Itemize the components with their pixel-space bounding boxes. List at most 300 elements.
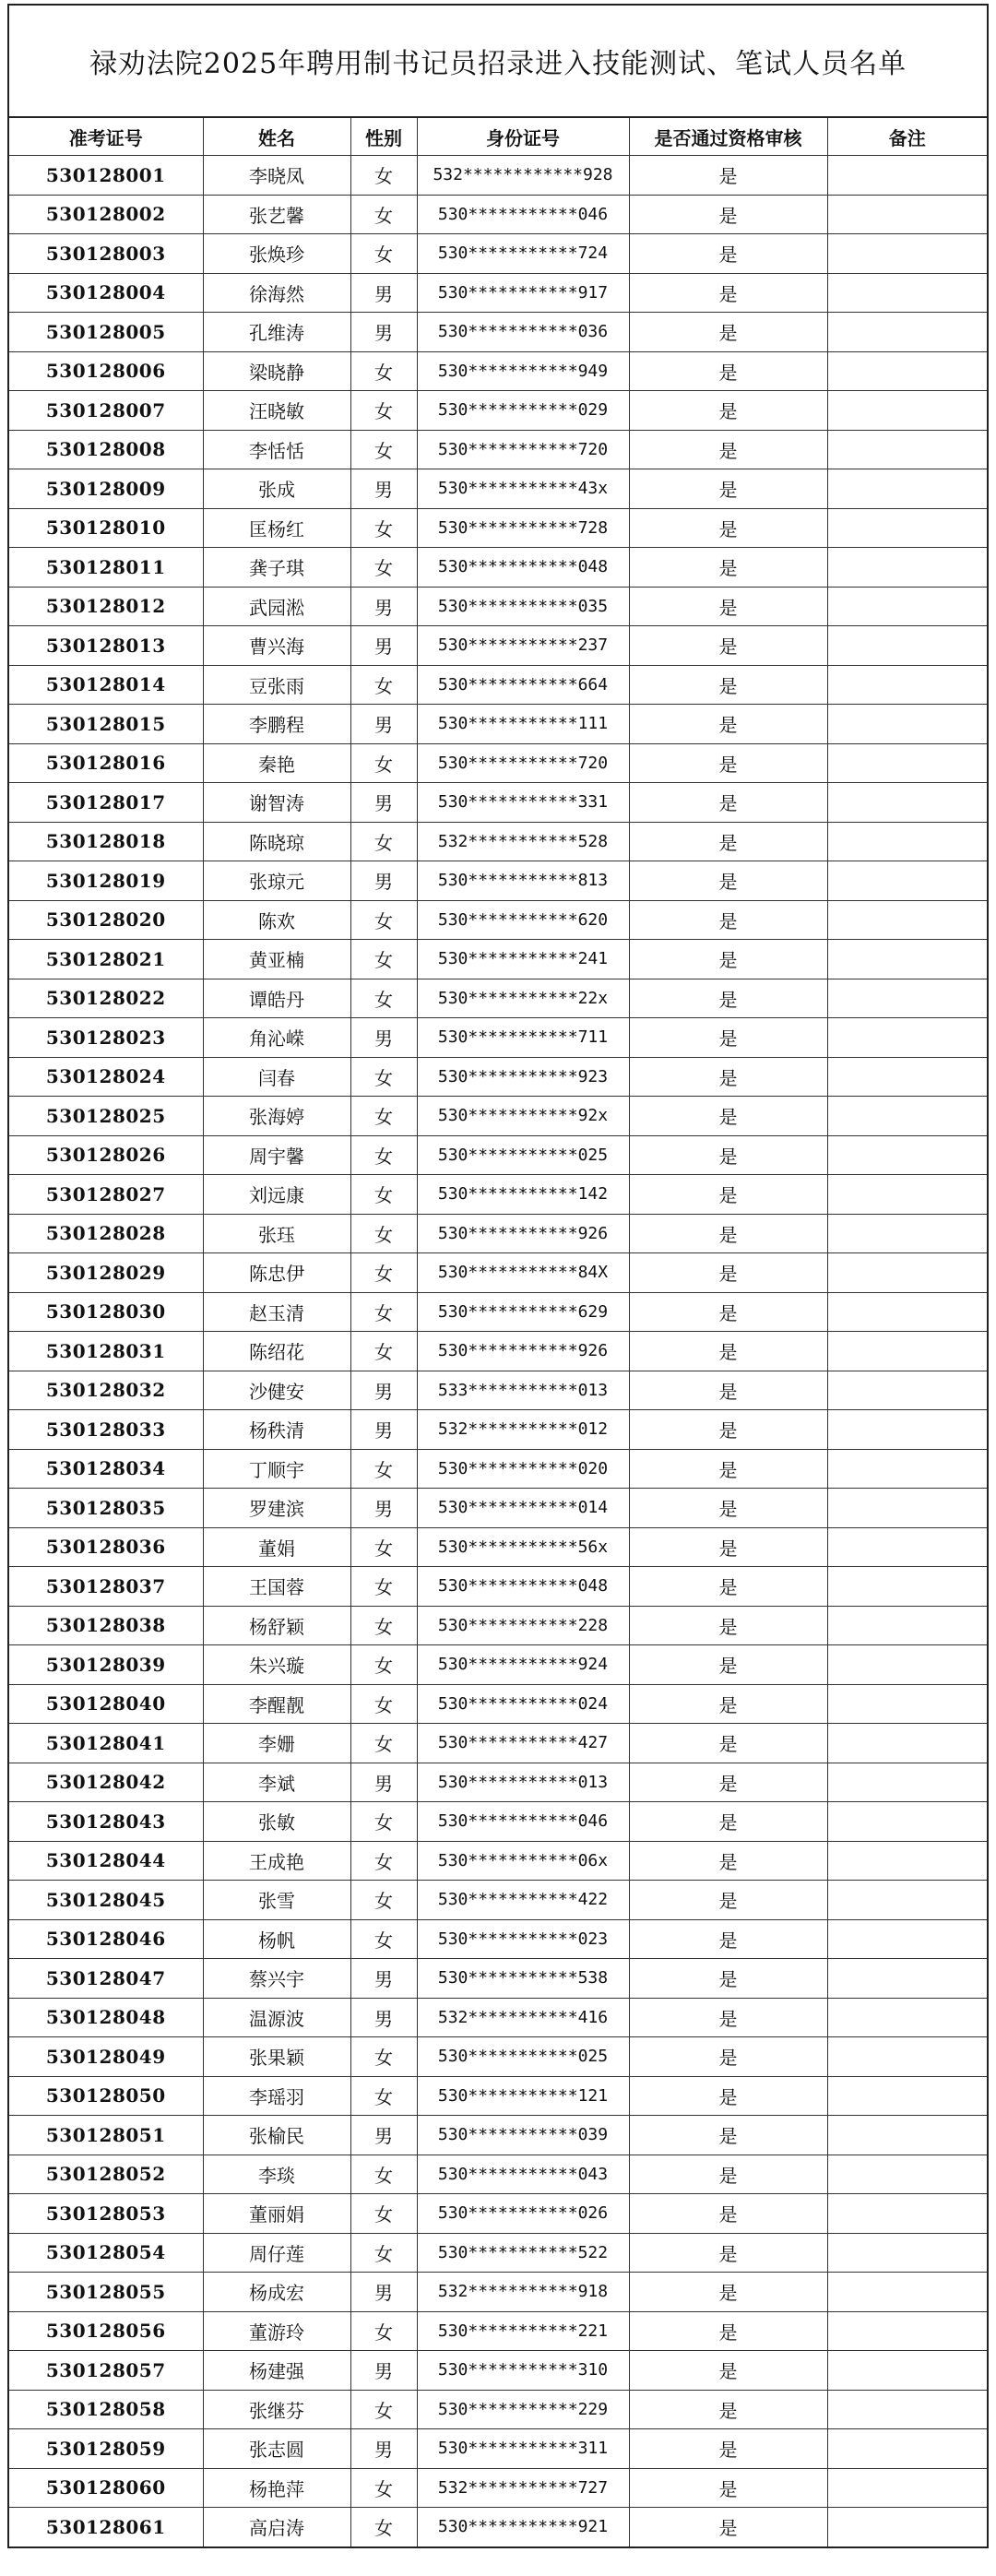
exam-number-cell: 530128061 <box>9 2508 203 2546</box>
name-cell: 张焕珍 <box>203 234 350 274</box>
id-card-cell: 530***********664 <box>417 665 629 705</box>
name-cell: 周宇馨 <box>203 1135 350 1175</box>
gender-cell: 男 <box>350 2273 417 2312</box>
qualification-cell: 是 <box>629 2233 827 2273</box>
name-cell: 角沁嵘 <box>203 1018 350 1058</box>
id-card-cell: 530***********025 <box>417 1135 629 1175</box>
qualification-cell: 是 <box>629 900 827 940</box>
table-row <box>9 1606 987 1645</box>
remarks-cell <box>827 1175 987 1215</box>
name-cell: 杨帆 <box>203 1919 350 1959</box>
id-card-cell: 530***********620 <box>417 900 629 940</box>
remarks-cell <box>827 940 987 979</box>
gender-cell: 女 <box>350 1841 417 1881</box>
name-cell: 张果颖 <box>203 2037 350 2077</box>
id-card-cell: 530***********538 <box>417 1959 629 1999</box>
remarks-cell <box>827 979 987 1018</box>
gender-cell: 男 <box>350 587 417 626</box>
remarks-cell <box>827 2351 987 2391</box>
name-cell: 汪晓敏 <box>203 391 350 431</box>
name-cell: 沙健安 <box>203 1371 350 1410</box>
table-row <box>9 156 987 196</box>
exam-number-cell: 530128008 <box>9 430 203 469</box>
exam-number-cell: 530128007 <box>9 391 203 431</box>
remarks-cell <box>827 430 987 469</box>
remarks-cell <box>827 1763 987 1802</box>
exam-number-cell: 530128015 <box>9 705 203 744</box>
gender-cell: 女 <box>350 1292 417 1332</box>
id-card-cell: 532***********528 <box>417 822 629 861</box>
qualification-cell: 是 <box>629 2194 827 2234</box>
remarks-cell <box>827 2076 987 2116</box>
id-card-cell: 530***********926 <box>417 1332 629 1371</box>
table-row <box>9 743 987 783</box>
gender-cell: 女 <box>350 2390 417 2429</box>
gender-cell: 女 <box>350 391 417 431</box>
table-row <box>9 1489 987 1528</box>
exam-number-cell: 530128030 <box>9 1292 203 1332</box>
remarks-cell <box>827 1057 987 1097</box>
gender-cell: 女 <box>350 1175 417 1215</box>
qualification-cell: 是 <box>629 2155 827 2194</box>
exam-number-cell: 530128056 <box>9 2311 203 2351</box>
gender-cell: 女 <box>350 1919 417 1959</box>
id-card-cell: 532***********727 <box>417 2468 629 2508</box>
gender-cell: 男 <box>350 626 417 666</box>
remarks-cell <box>827 1959 987 1999</box>
exam-number-cell: 530128060 <box>9 2468 203 2508</box>
gender-cell: 男 <box>350 1998 417 2037</box>
gender-cell: 女 <box>350 1802 417 1842</box>
name-cell: 周仔莲 <box>203 2233 350 2273</box>
id-card-cell: 532***********918 <box>417 2273 629 2312</box>
gender-cell: 女 <box>350 1332 417 1371</box>
id-card-cell: 530***********22x <box>417 979 629 1018</box>
exam-number-cell: 530128003 <box>9 234 203 274</box>
table-row <box>9 1919 987 1959</box>
exam-number-cell: 530128037 <box>9 1567 203 1607</box>
name-cell: 李恬恬 <box>203 430 350 469</box>
remarks-cell <box>827 1489 987 1528</box>
table-row <box>9 2194 987 2234</box>
exam-number-cell: 530128033 <box>9 1410 203 1450</box>
name-cell: 武园淞 <box>203 587 350 626</box>
gender-cell: 男 <box>350 469 417 509</box>
table-row <box>9 2233 987 2273</box>
table-row <box>9 1449 987 1489</box>
gender-cell: 女 <box>350 508 417 548</box>
name-cell: 杨建强 <box>203 2351 350 2391</box>
id-card-cell: 530***********522 <box>417 2233 629 2273</box>
remarks-cell <box>827 1606 987 1645</box>
qualification-cell: 是 <box>629 430 827 469</box>
name-cell: 匡杨红 <box>203 508 350 548</box>
remarks-cell <box>827 1802 987 1842</box>
remarks-cell <box>827 1527 987 1567</box>
qualification-cell: 是 <box>629 2273 827 2312</box>
remarks-cell <box>827 2429 987 2469</box>
qualification-cell: 是 <box>629 1841 827 1881</box>
id-card-cell: 530***********048 <box>417 548 629 588</box>
qualification-cell: 是 <box>629 1489 827 1528</box>
exam-number-cell: 530128001 <box>9 156 203 196</box>
table-row <box>9 1410 987 1450</box>
qualification-cell: 是 <box>629 1018 827 1058</box>
document-page <box>7 4 989 2548</box>
table-row <box>9 2116 987 2155</box>
exam-number-cell: 530128043 <box>9 1802 203 1842</box>
gender-cell: 女 <box>350 822 417 861</box>
header-id-card: 身份证号 <box>417 118 629 156</box>
exam-number-cell: 530128009 <box>9 469 203 509</box>
id-card-cell: 530***********048 <box>417 1567 629 1607</box>
id-card-cell: 530***********121 <box>417 2076 629 2116</box>
qualification-cell: 是 <box>629 2311 827 2351</box>
gender-cell: 男 <box>350 2116 417 2155</box>
remarks-cell <box>827 1097 987 1136</box>
table-row <box>9 1527 987 1567</box>
id-card-cell: 530***********926 <box>417 1214 629 1253</box>
exam-number-cell: 530128039 <box>9 1645 203 1685</box>
table-row <box>9 1097 987 1136</box>
name-cell: 李斌 <box>203 1763 350 1802</box>
qualification-cell: 是 <box>629 391 827 431</box>
id-card-cell: 530***********92x <box>417 1097 629 1136</box>
name-cell: 王成艳 <box>203 1841 350 1881</box>
qualification-cell: 是 <box>629 1998 827 2037</box>
exam-number-cell: 530128010 <box>9 508 203 548</box>
exam-number-cell: 530128023 <box>9 1018 203 1058</box>
exam-number-cell: 530128005 <box>9 313 203 352</box>
remarks-cell <box>827 1410 987 1450</box>
table-row <box>9 2508 987 2546</box>
name-cell: 李瑶羽 <box>203 2076 350 2116</box>
gender-cell: 男 <box>350 1489 417 1528</box>
gender-cell: 女 <box>350 2037 417 2077</box>
remarks-cell <box>827 1724 987 1763</box>
exam-number-cell: 530128004 <box>9 273 203 313</box>
exam-number-cell: 530128045 <box>9 1881 203 1920</box>
name-cell: 孔维涛 <box>203 313 350 352</box>
exam-number-cell: 530128041 <box>9 1724 203 1763</box>
exam-number-cell: 530128018 <box>9 822 203 861</box>
gender-cell: 女 <box>350 234 417 274</box>
name-cell: 高启涛 <box>203 2508 350 2546</box>
table-row <box>9 234 987 274</box>
remarks-cell <box>827 587 987 626</box>
qualification-cell: 是 <box>629 626 827 666</box>
qualification-cell: 是 <box>629 2468 827 2508</box>
remarks-cell <box>827 1371 987 1410</box>
table-row <box>9 1645 987 1685</box>
exam-number-cell: 530128046 <box>9 1919 203 1959</box>
remarks-cell <box>827 1449 987 1489</box>
table-row <box>9 1724 987 1763</box>
id-card-cell: 530***********020 <box>417 1449 629 1489</box>
table-row <box>9 2468 987 2508</box>
name-cell: 张珏 <box>203 1214 350 1253</box>
qualification-cell: 是 <box>629 1567 827 1607</box>
remarks-cell <box>827 1645 987 1685</box>
gender-cell: 男 <box>350 1410 417 1450</box>
id-card-cell: 530***********039 <box>417 2116 629 2155</box>
remarks-cell <box>827 273 987 313</box>
gender-cell: 男 <box>350 1763 417 1802</box>
table-row <box>9 2311 987 2351</box>
exam-number-cell: 530128025 <box>9 1097 203 1136</box>
table-row <box>9 665 987 705</box>
table-row <box>9 391 987 431</box>
gender-cell: 女 <box>350 940 417 979</box>
name-cell: 张雪 <box>203 1881 350 1920</box>
id-card-cell: 530***********711 <box>417 1018 629 1058</box>
qualification-cell: 是 <box>629 1606 827 1645</box>
id-card-cell: 530***********720 <box>417 430 629 469</box>
qualification-cell: 是 <box>629 1802 827 1842</box>
remarks-cell <box>827 783 987 823</box>
remarks-cell <box>827 1841 987 1881</box>
name-cell: 杨成宏 <box>203 2273 350 2312</box>
exam-number-cell: 530128055 <box>9 2273 203 2312</box>
qualification-cell: 是 <box>629 156 827 196</box>
id-card-cell: 530***********221 <box>417 2311 629 2351</box>
id-card-cell: 530***********228 <box>417 1606 629 1645</box>
gender-cell: 女 <box>350 2508 417 2546</box>
table-row <box>9 1214 987 1253</box>
qualification-cell: 是 <box>629 587 827 626</box>
exam-number-cell: 530128051 <box>9 2116 203 2155</box>
id-card-cell: 530***********728 <box>417 508 629 548</box>
id-card-cell: 530***********720 <box>417 743 629 783</box>
qualification-cell: 是 <box>629 2429 827 2469</box>
gender-cell: 男 <box>350 273 417 313</box>
name-cell: 张榆民 <box>203 2116 350 2155</box>
remarks-cell <box>827 508 987 548</box>
exam-number-cell: 530128036 <box>9 1527 203 1567</box>
remarks-cell <box>827 2311 987 2351</box>
gender-cell: 女 <box>350 1057 417 1097</box>
gender-cell: 女 <box>350 2233 417 2273</box>
id-card-cell: 530***********241 <box>417 940 629 979</box>
remarks-cell <box>827 900 987 940</box>
remarks-cell <box>827 1018 987 1058</box>
name-cell: 温源波 <box>203 1998 350 2037</box>
id-card-cell: 530***********111 <box>417 705 629 744</box>
gender-cell: 女 <box>350 351 417 391</box>
table-row <box>9 1057 987 1097</box>
remarks-cell <box>827 391 987 431</box>
gender-cell: 女 <box>350 900 417 940</box>
exam-number-cell: 530128019 <box>9 861 203 901</box>
name-cell: 张成 <box>203 469 350 509</box>
id-card-cell: 532************928 <box>417 156 629 196</box>
qualification-cell: 是 <box>629 1214 827 1253</box>
id-card-cell: 530***********629 <box>417 1292 629 1332</box>
id-card-cell: 530***********142 <box>417 1175 629 1215</box>
remarks-cell <box>827 626 987 666</box>
gender-cell: 女 <box>350 1253 417 1293</box>
id-card-cell: 530***********229 <box>417 2390 629 2429</box>
exam-number-cell: 530128026 <box>9 1135 203 1175</box>
id-card-cell: 532***********012 <box>417 1410 629 1450</box>
name-cell: 龚子琪 <box>203 548 350 588</box>
exam-number-cell: 530128002 <box>9 195 203 234</box>
remarks-cell <box>827 822 987 861</box>
exam-number-cell: 530128020 <box>9 900 203 940</box>
remarks-cell <box>827 1919 987 1959</box>
table-row <box>9 1881 987 1920</box>
remarks-cell <box>827 2194 987 2234</box>
name-cell: 王国蓉 <box>203 1567 350 1607</box>
gender-cell: 女 <box>350 430 417 469</box>
table-row <box>9 1959 987 1999</box>
name-cell: 谭皓丹 <box>203 979 350 1018</box>
name-cell: 曹兴海 <box>203 626 350 666</box>
gender-cell: 女 <box>350 979 417 1018</box>
gender-cell: 男 <box>350 2429 417 2469</box>
table-row <box>9 979 987 1018</box>
exam-number-cell: 530128058 <box>9 2390 203 2429</box>
table-body <box>9 156 987 2546</box>
exam-number-cell: 530128012 <box>9 587 203 626</box>
name-cell: 梁晓静 <box>203 351 350 391</box>
exam-number-cell: 530128011 <box>9 548 203 588</box>
table-row <box>9 861 987 901</box>
qualification-cell: 是 <box>629 1527 827 1567</box>
name-cell: 李姗 <box>203 1724 350 1763</box>
name-cell: 陈绍花 <box>203 1332 350 1371</box>
remarks-cell <box>827 351 987 391</box>
exam-number-cell: 530128017 <box>9 783 203 823</box>
exam-number-cell: 530128034 <box>9 1449 203 1489</box>
name-cell: 张继芬 <box>203 2390 350 2429</box>
gender-cell: 女 <box>350 1214 417 1253</box>
qualification-cell: 是 <box>629 1135 827 1175</box>
id-card-cell: 530***********023 <box>417 1919 629 1959</box>
remarks-cell <box>827 861 987 901</box>
header-gender: 性别 <box>350 118 417 156</box>
table-row <box>9 1135 987 1175</box>
remarks-cell <box>827 2390 987 2429</box>
exam-number-cell: 530128014 <box>9 665 203 705</box>
name-cell: 秦艳 <box>203 743 350 783</box>
qualification-cell: 是 <box>629 979 827 1018</box>
gender-cell: 女 <box>350 1567 417 1607</box>
table-row <box>9 2390 987 2429</box>
qualification-cell: 是 <box>629 861 827 901</box>
qualification-cell: 是 <box>629 2351 827 2391</box>
qualification-cell: 是 <box>629 195 827 234</box>
table-row <box>9 430 987 469</box>
qualification-cell: 是 <box>629 743 827 783</box>
gender-cell: 男 <box>350 705 417 744</box>
table-row <box>9 900 987 940</box>
remarks-cell <box>827 313 987 352</box>
gender-cell: 男 <box>350 313 417 352</box>
table-row <box>9 1332 987 1371</box>
id-card-cell: 530***********046 <box>417 1802 629 1842</box>
remarks-cell <box>827 2037 987 2077</box>
exam-number-cell: 530128053 <box>9 2194 203 2234</box>
table-row <box>9 1802 987 1842</box>
qualification-cell: 是 <box>629 469 827 509</box>
name-cell: 谢智涛 <box>203 783 350 823</box>
gender-cell: 女 <box>350 195 417 234</box>
name-cell: 张海婷 <box>203 1097 350 1136</box>
exam-number-cell: 530128016 <box>9 743 203 783</box>
qualification-cell: 是 <box>629 1175 827 1215</box>
table-row <box>9 273 987 313</box>
name-cell: 李晓凤 <box>203 156 350 196</box>
remarks-cell <box>827 1684 987 1724</box>
table-row <box>9 351 987 391</box>
table-row <box>9 1018 987 1058</box>
qualification-cell: 是 <box>629 1371 827 1410</box>
id-card-cell: 530***********06x <box>417 1841 629 1881</box>
remarks-cell <box>827 1332 987 1371</box>
qualification-cell: 是 <box>629 1881 827 1920</box>
remarks-cell <box>827 234 987 274</box>
name-cell: 刘远康 <box>203 1175 350 1215</box>
name-cell: 张艺馨 <box>203 195 350 234</box>
table-row <box>9 469 987 509</box>
qualification-cell: 是 <box>629 1057 827 1097</box>
table-row <box>9 508 987 548</box>
exam-number-cell: 530128031 <box>9 1332 203 1371</box>
remarks-cell <box>827 1253 987 1293</box>
qualification-cell: 是 <box>629 705 827 744</box>
exam-number-cell: 530128049 <box>9 2037 203 2077</box>
id-card-cell: 530***********949 <box>417 351 629 391</box>
document-title: 禄劝法院2025年聘用制书记员招录进入技能测试、笔试人员名单 <box>9 6 987 118</box>
name-cell: 李鹏程 <box>203 705 350 744</box>
table-row <box>9 940 987 979</box>
qualification-cell: 是 <box>629 665 827 705</box>
gender-cell: 男 <box>350 2351 417 2391</box>
remarks-cell <box>827 2508 987 2546</box>
gender-cell: 女 <box>350 1881 417 1920</box>
name-cell: 陈忠伊 <box>203 1253 350 1293</box>
gender-cell: 男 <box>350 1371 417 1410</box>
qualification-cell: 是 <box>629 1292 827 1332</box>
name-cell: 李醒靓 <box>203 1684 350 1724</box>
table-row <box>9 783 987 823</box>
table-row <box>9 1684 987 1724</box>
exam-number-cell: 530128021 <box>9 940 203 979</box>
id-card-cell: 530***********043 <box>417 2155 629 2194</box>
remarks-cell <box>827 1292 987 1332</box>
id-card-cell: 530***********310 <box>417 2351 629 2391</box>
remarks-cell <box>827 2155 987 2194</box>
exam-number-cell: 530128042 <box>9 1763 203 1802</box>
gender-cell: 女 <box>350 1449 417 1489</box>
exam-number-cell: 530128048 <box>9 1998 203 2037</box>
name-cell: 张志圆 <box>203 2429 350 2469</box>
gender-cell: 男 <box>350 1018 417 1058</box>
exam-number-cell: 530128006 <box>9 351 203 391</box>
name-cell: 罗建滨 <box>203 1489 350 1528</box>
table-row <box>9 1175 987 1215</box>
id-card-cell: 530***********422 <box>417 1881 629 1920</box>
qualification-cell: 是 <box>629 1684 827 1724</box>
id-card-cell: 530***********035 <box>417 587 629 626</box>
gender-cell: 男 <box>350 861 417 901</box>
table-row <box>9 2351 987 2391</box>
name-cell: 董游玲 <box>203 2311 350 2351</box>
qualification-cell: 是 <box>629 2116 827 2155</box>
id-card-cell: 532***********416 <box>417 1998 629 2037</box>
exam-number-cell: 530128052 <box>9 2155 203 2194</box>
